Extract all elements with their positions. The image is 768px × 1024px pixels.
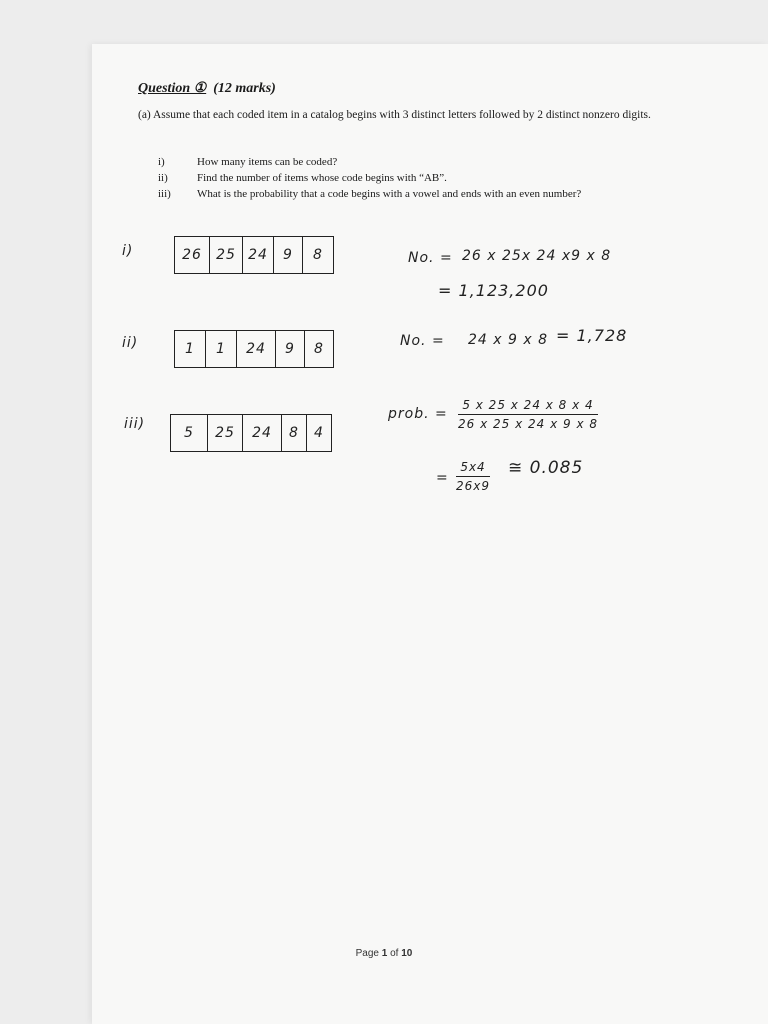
question-marks: (12 marks): [213, 81, 276, 96]
code-cell: 9: [275, 331, 304, 367]
answer-iii-fraction-1: [458, 398, 598, 431]
question-label: Question ①: [138, 81, 207, 96]
sub-question-2: ii) Find the number of items whose code begins with “AB”.: [158, 172, 447, 184]
answer-ii-label: ii): [122, 335, 139, 351]
fraction-denominator: 26 x 25 x 24 x 9 x 8: [458, 417, 598, 431]
code-cell: 9: [273, 237, 302, 273]
question-title: [138, 80, 276, 97]
sub-question-list: [158, 154, 581, 202]
code-cell: 25: [209, 237, 242, 273]
answer-i-prefix: No. =: [408, 250, 453, 266]
code-cell: 8: [304, 331, 333, 367]
answer-iii-prefix: prob. =: [388, 406, 448, 422]
answer-iii-code-box: [170, 414, 332, 452]
answer-i-result: = 1,123,200: [438, 281, 549, 300]
code-cell: 24: [236, 331, 275, 367]
fraction-bar: [458, 414, 598, 415]
question-part-a: (a) Assume that each coded item in a catalog begins with 3 distinct letters followed by 2 distinct nonzero digits.: [138, 109, 651, 121]
answer-ii-result: = 1,728: [556, 326, 628, 345]
code-cell: 8: [281, 415, 306, 451]
answer-iii-approx: ≅ 0.085: [508, 458, 584, 478]
code-cell: 25: [207, 415, 242, 451]
answer-i-code-box: [174, 236, 334, 274]
answer-i-expression: 26 x 25x 24 x9 x 8: [462, 248, 612, 264]
answer-ii-expression: 24 x 9 x 8: [468, 332, 548, 348]
code-cell: 1: [205, 331, 236, 367]
code-cell: 5: [184, 425, 194, 441]
fraction-numerator: 5x4: [460, 460, 486, 474]
code-cell: 24: [242, 237, 273, 273]
fraction-numerator: 5 x 25 x 24 x 8 x 4: [462, 398, 594, 412]
page-current: 1: [381, 948, 388, 959]
answer-i-label: i): [122, 243, 134, 259]
answer-iii-label: iii): [124, 416, 146, 432]
code-cell: 8: [302, 237, 333, 273]
fraction-denominator: 26x9: [456, 479, 491, 493]
sub-question-3: iii) What is the probability that a code begins with a vowel and ends with an even number?: [158, 188, 582, 200]
page-footer: Page 1 of 10: [355, 948, 413, 959]
sub-question-1: i) How many items can be coded?: [158, 156, 338, 168]
code-cell: 1: [185, 341, 195, 357]
answer-ii-code-box: [174, 330, 334, 368]
page-total: 10: [401, 948, 413, 959]
code-cell: 4: [306, 415, 331, 451]
answer-iii-fraction-2: [456, 460, 490, 493]
fraction-bar: [456, 476, 490, 477]
code-cell: 24: [242, 415, 281, 451]
answer-ii-prefix: No. =: [400, 333, 445, 349]
answer-iii-equals: =: [436, 470, 449, 486]
code-cell: 26: [182, 247, 202, 263]
